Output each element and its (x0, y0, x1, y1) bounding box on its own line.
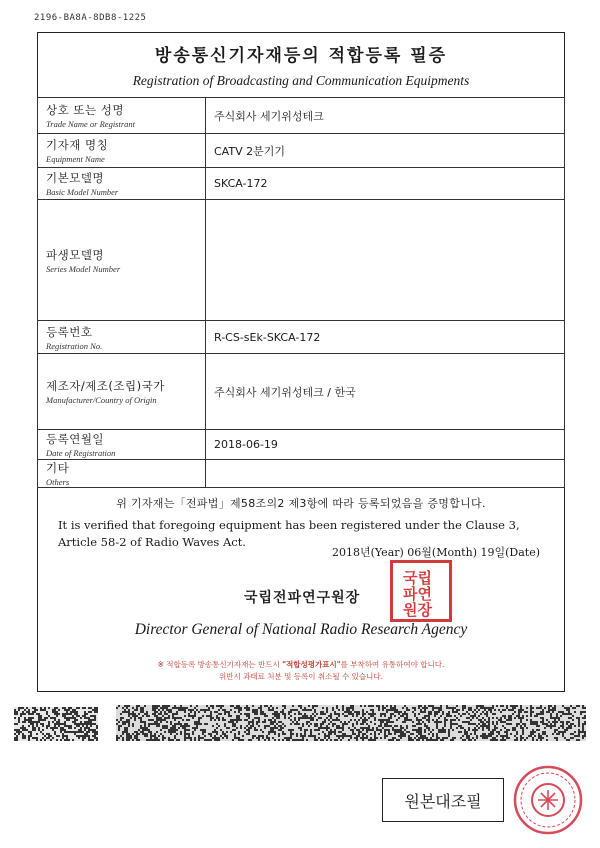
certification-english: It is verified that foregoing equipment has been registered under the Clause 3, Article 58-2 of Radio Waves Act. (58, 518, 520, 549)
director-title-korean: 국립전파연구원장 (244, 590, 361, 606)
svg-text:원장: 원장 (403, 601, 432, 619)
field-value-basic-model: SKCA-172 (206, 168, 565, 200)
field-label: 기타 Others (38, 460, 206, 488)
certification-korean: 위 기자재는「전파법」제58조의2 제3항에 따라 등록되었음을 증명합니다. (116, 497, 486, 510)
notice-text: ※ 적합등록 방송통신기자재는 반드시 "적합성평가표시"를 부착하여 유통하여야 합니다. 위반시 과태료 처분 및 등록이 취소될 수 있습니다. (157, 660, 445, 681)
field-label: 등록연월일 Date of Registration (38, 430, 206, 460)
field-label: 제조자/제조(조립)국가 Manufacturer/Country of Origin (38, 354, 206, 430)
field-value-trade-name: 주식회사 세기위성테크 (206, 98, 565, 134)
director-title-english: Director General of National Radio Research Agency (134, 621, 468, 638)
official-seal-icon (390, 560, 452, 622)
original-copy-stamp: 원본대조필 (382, 778, 504, 822)
registration-table (37, 97, 565, 488)
field-label: 기자재 명칭 Equipment Name (38, 134, 206, 168)
barcode-strip-icon (116, 705, 586, 741)
field-value-equipment-name: CATV 2분기기 (206, 134, 565, 168)
document-code: 2196-BA8A-8DB8-1225 (34, 13, 147, 23)
field-label: 상호 또는 성명 Trade Name or Registrant (38, 98, 206, 134)
field-label: 파생모델명 Series Model Number (38, 200, 206, 321)
certification-statement (38, 495, 564, 551)
table-row (38, 200, 565, 321)
barcode-icon (14, 707, 98, 741)
svg-text:국립: 국립 (403, 569, 432, 587)
field-label: 기본모델명 Basic Model Number (38, 168, 206, 200)
table-row (38, 354, 565, 430)
round-seal-icon (512, 764, 584, 836)
field-label: 등록번호 Registration No. (38, 321, 206, 354)
field-value-registration-date: 2018-06-19 (206, 430, 565, 460)
title-english: Registration of Broadcasting and Communication Equipments (132, 73, 470, 88)
title-korean: 방송통신기자재등의 적합등록 필증 (154, 46, 448, 66)
table-row (38, 321, 565, 354)
field-value-others (206, 460, 565, 488)
table-row (38, 98, 565, 134)
table-row (38, 168, 565, 200)
table-row (38, 430, 565, 460)
field-value-manufacturer: 주식회사 세기위성테크 / 한국 (206, 354, 565, 430)
certificate-frame (37, 32, 565, 692)
issue-date: 2018년(Year) 06월(Month) 19일(Date) (331, 546, 540, 559)
svg-text:파연: 파연 (403, 585, 432, 603)
table-row (38, 460, 565, 488)
field-value-series-model (206, 200, 565, 321)
field-value-registration-no: R-CS-sEk-SKCA-172 (206, 321, 565, 354)
table-row (38, 134, 565, 168)
